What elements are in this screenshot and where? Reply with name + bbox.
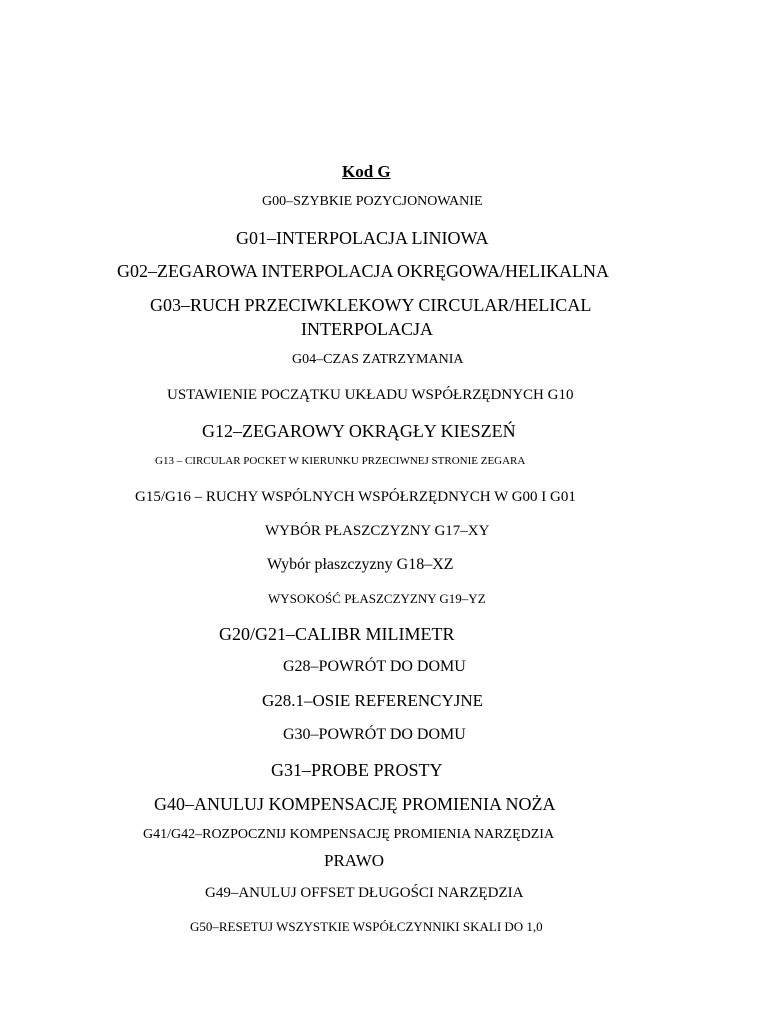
entry-g50: G50–RESETUJ WSZYSTKIE WSPÓŁCZYNNIKI SKALI DO 1,0 xyxy=(190,919,543,934)
entry-g19: WYSOKOŚĆ PŁASZCZYZNY G19–YZ xyxy=(268,591,486,606)
entry-g28-1: G28.1–OSIE REFERENCYJNE xyxy=(262,691,484,710)
entry-g15-g16: G15/G16 – RUCHY WSPÓLNYCH WSPÓŁRZĘDNYCH W G00 I G01 xyxy=(135,489,576,505)
entry-g01: G01–INTERPOLACJA LINIOWA xyxy=(236,228,489,248)
entry-g12: G12–ZEGAROWY OKRĄGŁY KIESZEŃ xyxy=(202,421,516,441)
page-title: Kod G xyxy=(342,162,391,181)
entry-g28: G28–POWRÓT DO DOMU xyxy=(283,658,466,675)
entry-g41-g42-continued: PRAWO xyxy=(324,851,385,870)
entry-g17: WYBÓR PŁASZCZYZNY G17–XY xyxy=(265,523,490,539)
entry-g40: G40–ANULUJ KOMPENSACJĘ PROMIENIA NOŻA xyxy=(154,794,556,814)
entry-g10: USTAWIENIE POCZĄTKU UKŁADU WSPÓŁRZĘDNYCH G10 xyxy=(167,387,574,403)
entry-g00: G00–SZYBKIE POZYCJONOWANIE xyxy=(262,194,483,209)
entry-g03: G03–RUCH PRZECIWKLEKOWY CIRCULAR/HELICAL xyxy=(150,295,592,315)
entry-g13: G13 – CIRCULAR POCKET W KIERUNKU PRZECIWNEJ STRONIE ZEGARA xyxy=(155,455,526,467)
entry-g04: G04–CZAS ZATRZYMANIA xyxy=(292,352,464,367)
entry-g31: G31–PROBE PROSTY xyxy=(271,760,443,780)
entry-g49: G49–ANULUJ OFFSET DŁUGOŚCI NARZĘDZIA xyxy=(205,885,524,901)
entry-g30: G30–POWRÓT DO DOMU xyxy=(283,726,466,743)
entry-g18: Wybór płaszczyzny G18–XZ xyxy=(267,556,454,573)
entry-g03-continued: INTERPOLACJA xyxy=(301,319,434,339)
entry-g20-g21: G20/G21–CALIBR MILIMETR xyxy=(219,624,455,644)
entry-g02: G02–ZEGAROWA INTERPOLACJA OKRĘGOWA/HELIKALNA xyxy=(117,261,609,281)
entry-g41-g42: G41/G42–ROZPOCZNIJ KOMPENSACJĘ PROMIENIA NARZĘDZIA xyxy=(143,827,555,842)
